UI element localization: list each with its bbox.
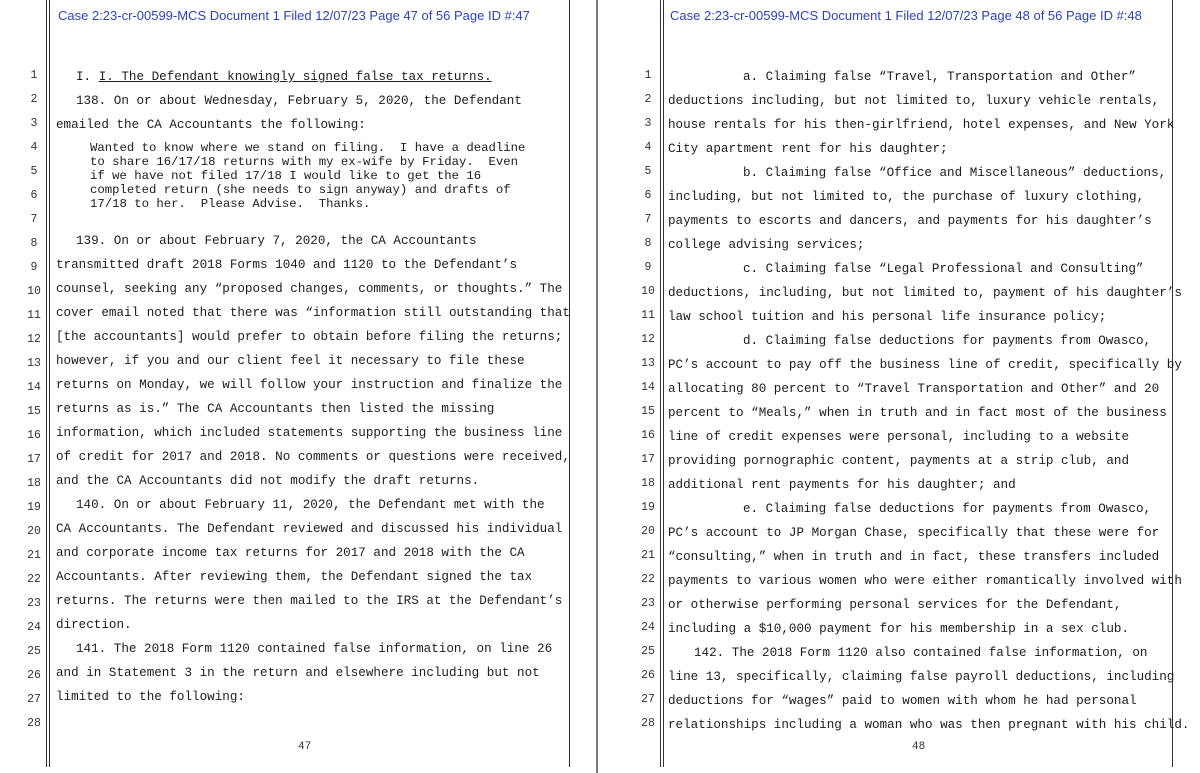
text-line: additional rent payments for his daughter; and xyxy=(668,478,1016,492)
text-line: a. Claiming false “Travel, Transportation and Other” xyxy=(743,70,1136,84)
text-line: and in Statement 3 in the return and elsewhere including but not xyxy=(56,666,540,680)
text-line: allocating 80 percent to “Travel Transportation and Other” and 20 xyxy=(668,382,1160,396)
text-line: however, if you and our client feel it necessary to file these xyxy=(56,354,525,368)
line-number: 14 xyxy=(27,381,41,394)
text-line: of credit for 2017 and 2018. No comments or questions were received, xyxy=(56,450,570,464)
line-number: 17 xyxy=(641,453,655,466)
line-number: 2 xyxy=(644,93,652,106)
line-number: 26 xyxy=(27,669,41,682)
text-line: c. Claiming false “Legal Professional and Consulting” xyxy=(743,262,1144,276)
text-line: Accountants. After reviewing them, the Defendant signed the tax xyxy=(56,570,533,584)
text-line: returns as is.” The CA Accountants then listed the missing xyxy=(56,402,495,416)
line-number: 25 xyxy=(27,645,41,658)
line-number: 6 xyxy=(30,189,38,202)
line-number: 28 xyxy=(27,717,41,730)
text-line: e. Claiming false deductions for payments from Owasco, xyxy=(743,502,1152,516)
line-number: 18 xyxy=(27,477,41,490)
text-line: including a $10,000 payment for his membership in a sex club. xyxy=(668,622,1130,636)
page-number: 47 xyxy=(298,741,312,753)
line-number: 13 xyxy=(27,357,41,370)
line-number: 22 xyxy=(27,573,41,586)
right-margin-rule xyxy=(569,0,570,767)
line-number: 16 xyxy=(641,429,655,442)
line-number: 12 xyxy=(27,333,41,346)
text-line: or otherwise performing personal services for the Defendant, xyxy=(668,598,1122,612)
text-line: 142. The 2018 Form 1120 also contained false information, on xyxy=(694,646,1148,660)
line-number: 24 xyxy=(641,621,655,634)
text-line: City apartment rent for his daughter; xyxy=(668,142,948,156)
text-line: d. Claiming false deductions for payments from Owasco, xyxy=(743,334,1152,348)
line-number: 27 xyxy=(27,693,41,706)
line-number: 16 xyxy=(27,429,41,442)
text-line: cover email noted that there was “information still outstanding that xyxy=(56,306,570,320)
line-number: 19 xyxy=(641,501,655,514)
text-line: percent to “Meals,” when in truth and in fact most of the business xyxy=(668,406,1167,420)
line-number: 4 xyxy=(644,141,652,154)
line-number: 10 xyxy=(641,285,655,298)
text-line: 141. The 2018 Form 1120 contained false information, on line 26 xyxy=(76,642,553,656)
quote-line: completed return (she needs to sign anyway) and drafts of xyxy=(90,183,511,197)
line-number: 4 xyxy=(30,141,38,154)
text-line: information, which included statements supporting the business line xyxy=(56,426,563,440)
text-line: college advising services; xyxy=(668,238,865,252)
line-number: 15 xyxy=(27,405,41,418)
line-number: 24 xyxy=(27,621,41,634)
text-line: including, but not limited to, the purchase of luxury clothing, xyxy=(668,190,1145,204)
text-line: “consulting,” when in truth and in fact, these transfers included xyxy=(668,550,1160,564)
line-number: 9 xyxy=(30,261,38,274)
line-number: 23 xyxy=(641,597,655,610)
text-line: direction. xyxy=(56,618,132,632)
line-number: 6 xyxy=(644,189,652,202)
quote-line: Wanted to know where we stand on filing. I have a deadline xyxy=(90,141,526,155)
text-line: PC’s account to pay off the business line of credit, specifically by xyxy=(668,358,1182,372)
line-number: 23 xyxy=(27,597,41,610)
line-number: 11 xyxy=(641,309,655,322)
line-number: 26 xyxy=(641,669,655,682)
text-line: deductions, including, but not limited to, payment of his daughter’s xyxy=(668,286,1182,300)
text-line: line of credit expenses were personal, including to a website xyxy=(668,430,1130,444)
text-line: 139. On or about February 7, 2020, the CA Accountants xyxy=(76,234,477,248)
left-margin-rule xyxy=(660,0,664,767)
line-number: 9 xyxy=(644,261,652,274)
text-line: 138. On or about Wednesday, February 5, 2020, the Defendant xyxy=(76,94,522,108)
text-line: payments to escorts and dancers, and payments for his daughter’s xyxy=(668,214,1152,228)
line-number: 7 xyxy=(644,213,652,226)
text-line: b. Claiming false “Office and Miscellaneous” deductions, xyxy=(743,166,1167,180)
right-margin-rule xyxy=(1172,0,1173,767)
line-number: 11 xyxy=(27,309,41,322)
text-line: house rentals for his then-girlfriend, hotel expenses, and New York xyxy=(668,118,1175,132)
line-number: 2 xyxy=(30,93,38,106)
line-number: 5 xyxy=(30,165,38,178)
left-page xyxy=(0,0,592,767)
text-line: relationships including a woman who was then pregnant with his child. xyxy=(668,718,1190,732)
text-line: transmitted draft 2018 Forms 1040 and 1120 to the Defendant’s xyxy=(56,258,518,272)
quote-line: 17/18 to her. Please Advise. Thanks. xyxy=(90,197,371,211)
line-number: 8 xyxy=(30,237,38,250)
text-line: line 13, specifically, claiming false payroll deductions, including xyxy=(668,670,1175,684)
line-number: 7 xyxy=(30,213,38,226)
line-number: 13 xyxy=(641,357,655,370)
text-line: payments to various women who were either romantically involved with xyxy=(668,574,1182,588)
page-number: 48 xyxy=(912,741,926,753)
text-line: emailed the CA Accountants the following: xyxy=(56,118,366,132)
line-number: 18 xyxy=(641,477,655,490)
line-number: 27 xyxy=(641,693,655,706)
section-heading-text: I. The Defendant knowingly signed false tax returns. xyxy=(98,70,492,84)
line-number: 3 xyxy=(644,117,652,130)
text-line: [the accountants] would prefer to obtain before filing the returns; xyxy=(56,330,563,344)
line-number: 1 xyxy=(644,69,652,82)
line-number: 10 xyxy=(27,285,41,298)
text-line: and corporate income tax returns for 2017 and 2018 with the CA xyxy=(56,546,525,560)
line-number: 20 xyxy=(641,525,655,538)
line-number: 14 xyxy=(641,381,655,394)
text-line: providing pornographic content, payments at a strip club, and xyxy=(668,454,1130,468)
line-number: 3 xyxy=(30,117,38,130)
text-line: deductions for “wages” paid to women with whom he had personal xyxy=(668,694,1137,708)
page-separator xyxy=(596,0,598,773)
line-number: 22 xyxy=(641,573,655,586)
text-line: returns. The returns were then mailed to the IRS at the Defendant’s xyxy=(56,594,563,608)
quote-line: if we have not filed 17/18 I would like to get the 16 xyxy=(90,169,482,183)
line-number: 28 xyxy=(641,717,655,730)
text-line: PC’s account to JP Morgan Chase, specifically that these were for xyxy=(668,526,1160,540)
quote-line: to share 16/17/18 returns with my ex-wife by Friday. Even xyxy=(90,155,519,169)
text-line: returns on Monday, we will follow your instruction and finalize the xyxy=(56,378,563,392)
line-number: 5 xyxy=(644,165,652,178)
line-number: 17 xyxy=(27,453,41,466)
line-number: 19 xyxy=(27,501,41,514)
text-line: and the CA Accountants did not modify the draft returns. xyxy=(56,474,480,488)
line-number: 20 xyxy=(27,525,41,538)
line-number: 21 xyxy=(27,549,41,562)
text-line: CA Accountants. The Defendant reviewed and discussed his individual xyxy=(56,522,563,536)
line-number: 15 xyxy=(641,405,655,418)
text-line: counsel, seeking any “proposed changes, comments, or thoughts.” The xyxy=(56,282,563,296)
line-number: 21 xyxy=(641,549,655,562)
line-number: 25 xyxy=(641,645,655,658)
right-page xyxy=(598,0,1200,767)
text-line: 140. On or about February 11, 2020, the Defendant met with the xyxy=(76,498,545,512)
text-line: limited to the following: xyxy=(56,690,245,704)
section-heading: I. I. The Defendant knowingly signed false tax returns. xyxy=(76,70,492,84)
line-number: 12 xyxy=(641,333,655,346)
text-line: law school tuition and his personal life insurance policy; xyxy=(668,310,1107,324)
text-line: deductions including, but not limited to, luxury vehicle rentals, xyxy=(668,94,1160,108)
line-number: 1 xyxy=(30,69,38,82)
page-header: Case 2:23-cr-00599-MCS Document 1 Filed 12/07/23 Page 47 of 56 Page ID #:47 xyxy=(58,8,530,23)
left-margin-rule xyxy=(46,0,50,767)
page-header: Case 2:23-cr-00599-MCS Document 1 Filed 12/07/23 Page 48 of 56 Page ID #:48 xyxy=(670,8,1142,23)
line-number: 8 xyxy=(644,237,652,250)
